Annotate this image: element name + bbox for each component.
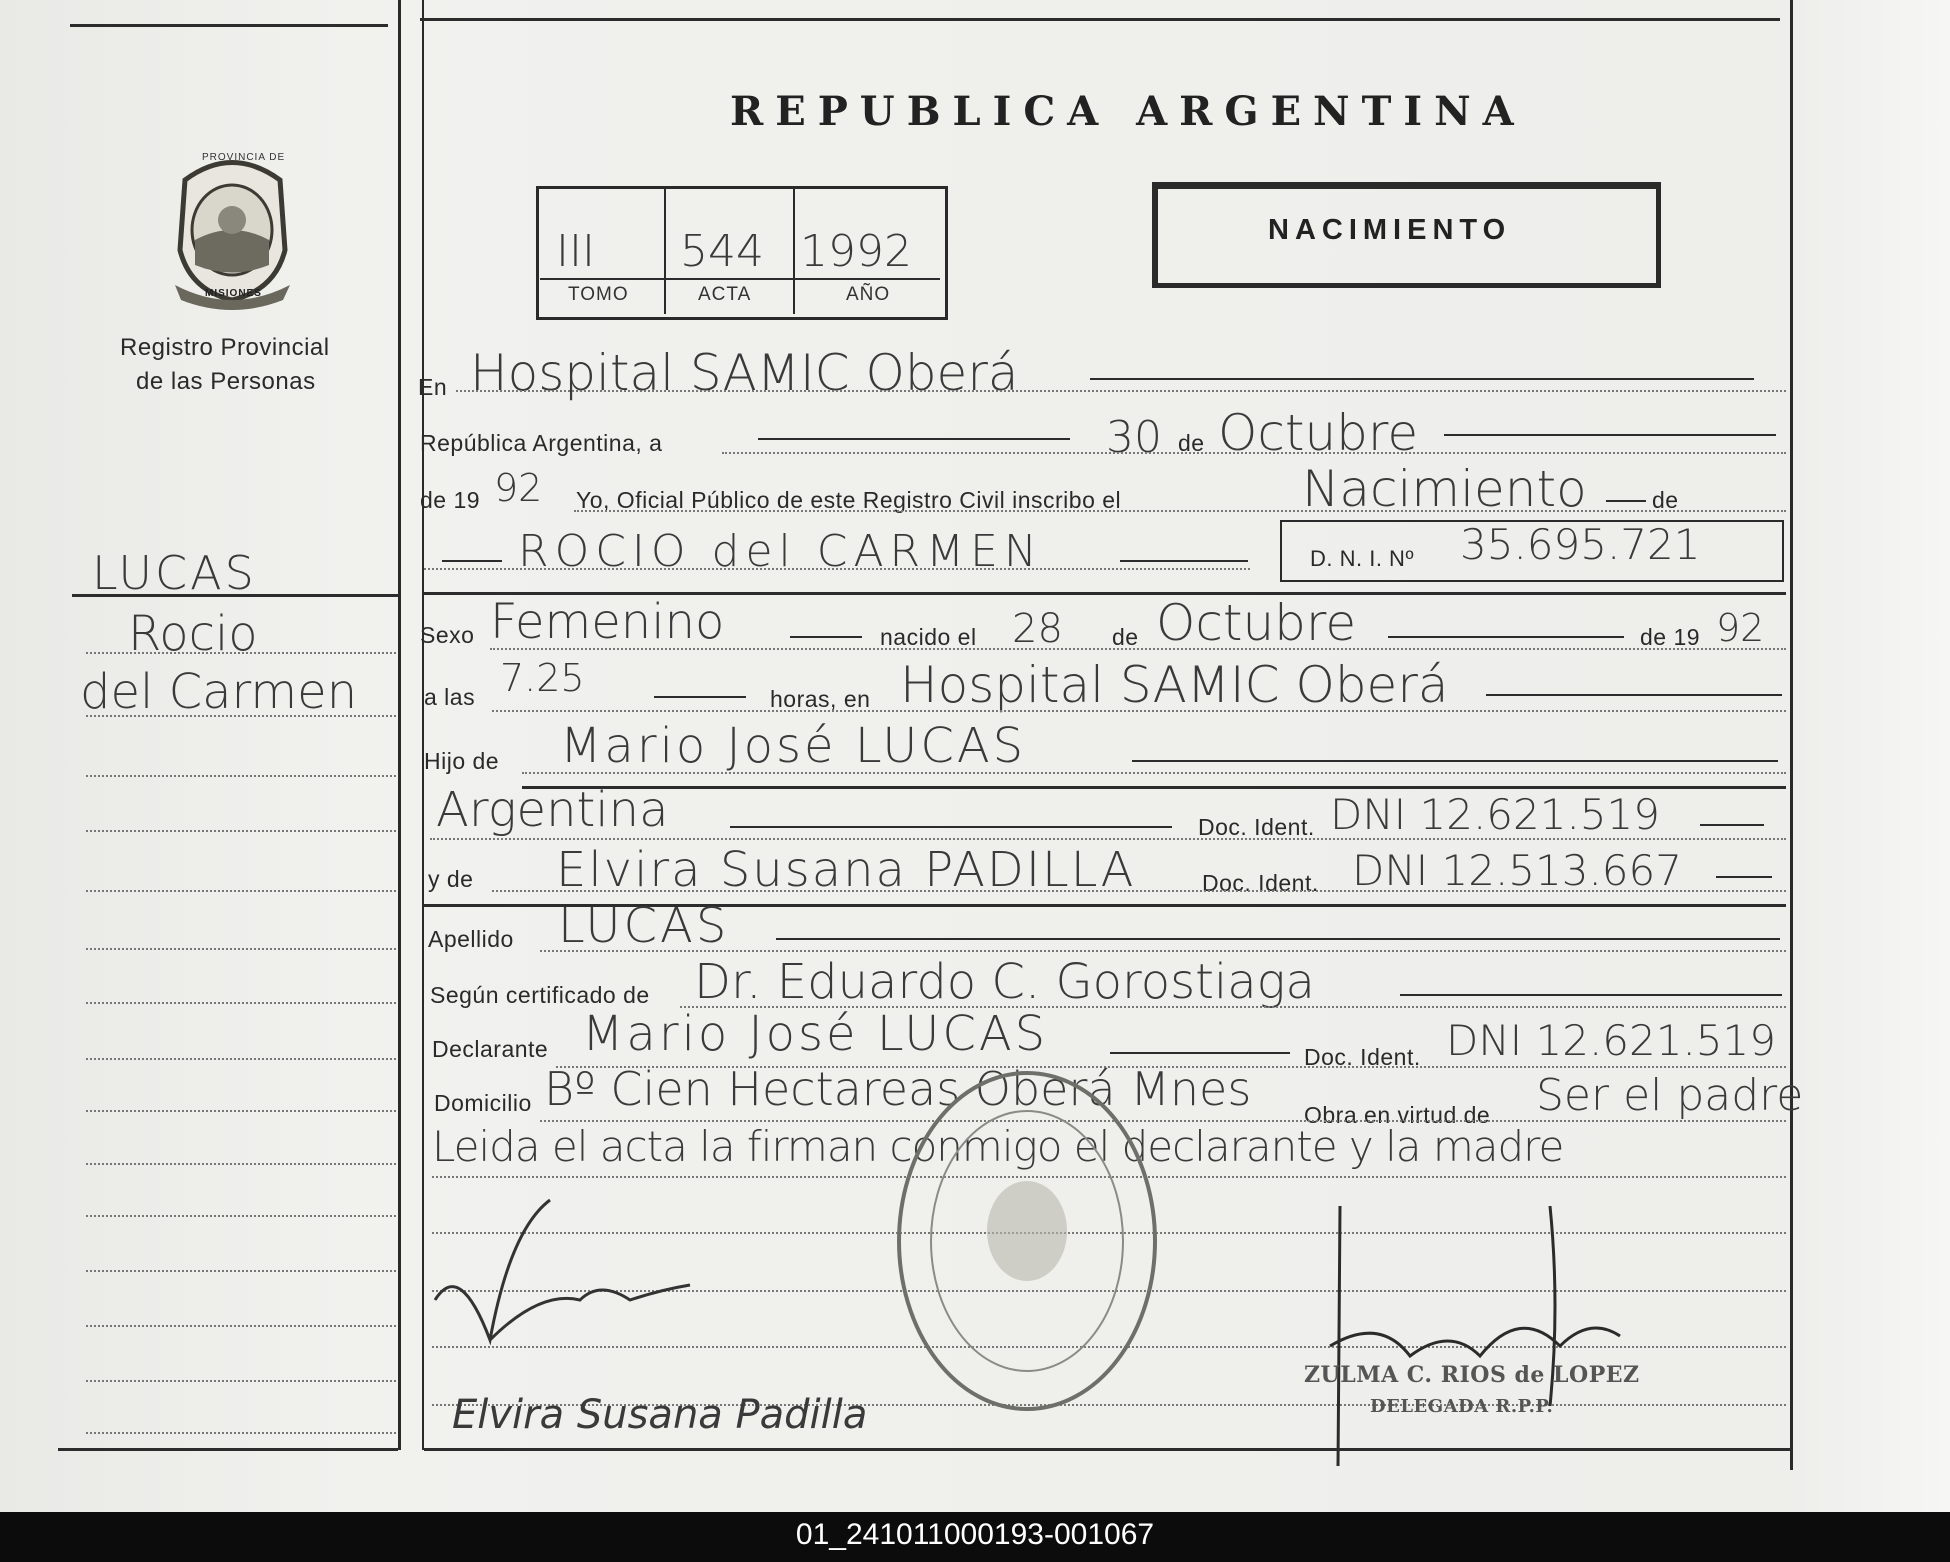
fill-dash	[1400, 994, 1782, 996]
dotted-line	[540, 950, 1786, 952]
declarant-name: Mario José LUCAS	[582, 1006, 1049, 1062]
label-doc-ident-3: Doc. Ident.	[1304, 1044, 1421, 1070]
legal-basis: Ser el padre	[1536, 1070, 1804, 1121]
father-nationality: Argentina	[436, 782, 669, 838]
registration-day: 30	[1106, 412, 1162, 463]
label-de19: de 19	[420, 487, 481, 513]
label-sexo: Sexo	[420, 622, 475, 648]
fill-dash	[1486, 694, 1782, 696]
label-en: En	[418, 374, 448, 400]
margin-given-name-1: Rocio	[128, 606, 258, 662]
father-signature-icon	[430, 1190, 700, 1350]
round-stamp-icon	[892, 1066, 1162, 1416]
dotted-line	[492, 890, 1786, 892]
label-yo-oficial: Yo, Oficial Público de este Registro Civil inscribo el	[576, 487, 1122, 513]
margin-dotted-line	[86, 1110, 396, 1112]
sex: Femenino	[490, 594, 725, 650]
act-type: Nacimiento	[1302, 460, 1587, 518]
label-a-las: a las	[424, 684, 476, 710]
birth-year: 92	[1716, 606, 1765, 650]
label-doc-ident-2: Doc. Ident.	[1202, 870, 1319, 896]
form-divider	[422, 0, 424, 1450]
fill-dash	[442, 560, 502, 562]
fill-dash	[1110, 1052, 1290, 1054]
registry-name-line2: de las Personas	[136, 368, 316, 395]
fill-dash	[730, 826, 1172, 828]
top-rule-left	[70, 24, 388, 27]
document-type-label: NACIMIENTO	[1268, 214, 1512, 246]
label-horas-en: horas, en	[770, 686, 871, 712]
margin-surname: LUCAS	[92, 546, 257, 600]
seal-text-bottom: MISIONES	[205, 288, 262, 299]
label-hijo-de: Hijo de	[424, 748, 500, 774]
dotted-line	[722, 452, 1786, 454]
mother-name: Elvira Susana PADILLA	[556, 842, 1136, 898]
official-signature-icon	[1320, 1206, 1680, 1466]
birth-month: Octubre	[1156, 594, 1357, 652]
top-rule-right	[420, 18, 1780, 21]
address: Bº Cien Hectareas Oberá Mnes	[544, 1062, 1252, 1116]
record-box-rule	[540, 278, 940, 280]
reading-statement: Leida el acta la firman conmigo el declarante y la madre	[432, 1122, 1564, 1171]
fill-dash	[1716, 876, 1772, 878]
birth-time: 7.25	[500, 656, 585, 700]
anio-value: 1992	[800, 226, 912, 277]
dotted-line	[424, 568, 1250, 570]
anio-label: AÑO	[846, 284, 891, 305]
label-obra-en-virtud: Obra en virtud de	[1304, 1102, 1491, 1128]
margin-dotted-line	[86, 1058, 396, 1060]
margin-dotted-line	[86, 1270, 396, 1272]
margin-dotted-line	[86, 1002, 396, 1004]
seal-text-top: PROVINCIA DE	[202, 152, 286, 163]
declarant-document: DNI 12.621.519	[1446, 1016, 1776, 1065]
provincial-seal-icon	[165, 150, 300, 310]
label-de19-birth: de 19	[1640, 624, 1701, 650]
birth-place: Hospital SAMIC Oberá	[900, 656, 1449, 714]
country-title: REPUBLICA ARGENTINA	[730, 88, 1526, 135]
dotted-line	[430, 838, 1786, 840]
label-segun-certificado: Según certificado de	[430, 982, 650, 1008]
label-y-de: y de	[428, 866, 474, 892]
fill-dash	[1444, 434, 1776, 436]
surname: LUCAS	[558, 898, 730, 954]
birth-day: 28	[1012, 606, 1063, 652]
margin-given-name-2: del Carmen	[80, 664, 358, 720]
section-rule	[522, 786, 1786, 789]
acta-label: ACTA	[698, 284, 752, 305]
child-name: ROCIO del CARMEN	[518, 526, 1043, 577]
margin-dotted-line	[86, 1163, 396, 1165]
record-box-divider-1	[664, 188, 666, 314]
fill-dash	[1388, 636, 1624, 638]
fill-dash	[1120, 560, 1248, 562]
fill-dash	[758, 438, 1070, 440]
label-de-3: de	[1112, 624, 1139, 650]
fill-dash	[1090, 378, 1754, 380]
margin-dotted-line	[86, 1325, 396, 1327]
label-dni: D. N. I. Nº	[1310, 546, 1414, 571]
label-republica: República Argentina, a	[420, 430, 663, 456]
dotted-line	[522, 772, 1786, 774]
dotted-line	[490, 648, 1786, 650]
form-right-border	[1790, 0, 1793, 1470]
label-doc-ident-1: Doc. Ident.	[1198, 814, 1315, 840]
margin-dotted-line	[86, 948, 396, 950]
margin-dotted-line	[86, 775, 396, 777]
label-de-1: de	[1178, 430, 1205, 456]
fill-dash	[1132, 760, 1778, 762]
place-of-registration: Hospital SAMIC Oberá	[470, 344, 1019, 402]
physician: Dr. Eduardo C. Gorostiaga	[694, 954, 1315, 1010]
margin-dotted-line	[86, 1432, 396, 1434]
margin-dotted-line	[86, 890, 396, 892]
fill-dash	[1606, 500, 1646, 502]
margin-dotted-line	[86, 830, 396, 832]
margin-column-divider	[398, 0, 401, 1450]
image-code: 01_241011000193-001067	[795, 1518, 1155, 1551]
fill-dash	[654, 696, 746, 698]
acta-value: 544	[680, 226, 764, 277]
fill-dash	[776, 938, 1780, 940]
registry-name-line1: Registro Provincial	[120, 334, 330, 361]
dotted-line	[574, 510, 1786, 512]
margin-dotted-line	[86, 1380, 396, 1382]
tomo-label: TOMO	[568, 284, 629, 305]
dotted-line	[492, 710, 1786, 712]
margin-bottom-rule	[58, 1448, 398, 1451]
label-declarante: Declarante	[432, 1036, 549, 1062]
fill-dash	[1700, 824, 1764, 826]
label-domicilio: Domicilio	[434, 1090, 532, 1116]
tomo-value: III	[556, 226, 595, 277]
official-stamp-title: DELEGADA R.P.P.	[1370, 1396, 1554, 1417]
label-apellido: Apellido	[428, 926, 514, 952]
mother-document: DNI 12.513.667	[1352, 846, 1682, 895]
label-de-2: de	[1652, 487, 1679, 513]
official-stamp-name: ZULMA C. RIOS de LOPEZ	[1304, 1362, 1640, 1388]
mother-signature: Elvira Susana Padilla	[452, 1392, 868, 1438]
record-box-divider-2	[793, 188, 795, 314]
child-dni: 35.695.721	[1460, 520, 1701, 569]
fill-dash	[790, 636, 862, 638]
father-name: Mario José LUCAS	[560, 718, 1027, 774]
dotted-line	[456, 390, 1786, 392]
registration-month: Octubre	[1218, 404, 1419, 462]
registration-year: 92	[494, 466, 543, 510]
label-nacido-el: nacido el	[880, 624, 977, 650]
margin-dotted-line	[86, 1215, 396, 1217]
father-document: DNI 12.621.519	[1330, 790, 1660, 839]
